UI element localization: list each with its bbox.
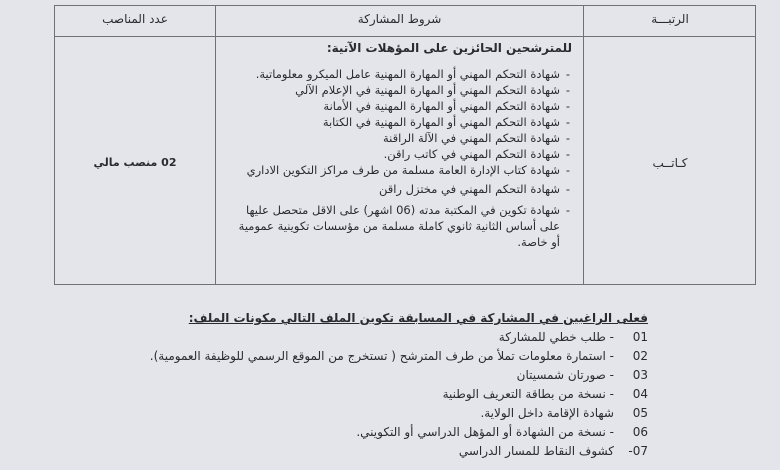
file-item-text: كشوف النقاط للمسار الدراسي (458, 444, 614, 458)
file-item-text: - نسخة من الشهادة أو المؤهل الدراسي أو التكويني. (356, 425, 614, 439)
condition-item: - شهادة التحكم المهني أو المهارة المهنية في الكتابة (216, 114, 576, 130)
posts-count: 02 منصب مالي (93, 156, 177, 169)
file-item-text: - طلب خطي للمشاركة (498, 330, 614, 344)
file-item (48, 385, 648, 404)
file-item (48, 366, 648, 385)
condition-item: - شهادة التحكم المهني في مختزل راقن (216, 181, 576, 197)
divider (583, 6, 584, 284)
header-conditions: شروط المشاركة (216, 6, 583, 37)
file-item (48, 347, 648, 366)
conditions-lead: للمترشحين الحائزين على المؤهلات الآتية: (326, 41, 572, 55)
condition-item: - شهادة التحكم المهني أو المهارة المهنية في الأمانة (216, 98, 576, 114)
file-item (48, 442, 648, 461)
header-rank: الرتبـــة (584, 6, 756, 37)
file-item (48, 404, 648, 423)
file-item-text: - استمارة معلومات تملأ من طرف المترشح ( تستخرج من الموقع الرسمي للوظيفة العمومية). (149, 349, 614, 363)
files-heading: فعلى الراغبين في المشاركة في المسابقة تكوين الملف التالي مكونات الملف: (188, 311, 648, 325)
condition-item: - شهادة التحكم المهني أو المهارة المهنية عامل الميكرو معلوماتية. (216, 66, 576, 82)
file-item-number: 07- (628, 444, 648, 458)
condition-item: - شهادة كتاب الإدارة العامة مسلمة من طرف مراكز التكوين الاداري (216, 162, 576, 178)
file-item-number: 05 (632, 406, 648, 420)
conditions-cell (216, 40, 576, 250)
file-item-number: 06 (632, 425, 648, 439)
file-item-number: 04 (632, 387, 648, 401)
file-item-number: 01 (632, 330, 648, 344)
file-item-text: - نسخة من بطاقة التعريف الوطنية (442, 387, 614, 401)
file-item-number: 03 (632, 368, 648, 382)
condition-item: - شهادة تكوين في المكتبة مدته (06 اشهر) على الاقل متحصل عليها (216, 202, 576, 218)
file-item-number: 02 (632, 349, 648, 363)
file-item (48, 423, 648, 442)
condition-item: - شهادة التحكم المهني أو المهارة المهنية في الإعلام الآلي (216, 82, 576, 98)
file-requirements (48, 309, 648, 461)
condition-item: - شهادة التحكم المهني في كاتب راقن. (216, 146, 576, 162)
header-posts: عدد المناصب (55, 6, 215, 37)
condition-continuation: أو خاصة. (517, 235, 560, 249)
rank-name: كـاتــب (652, 156, 688, 170)
condition-continuation: على أساس الثانية ثانوي كاملة مسلمة من مؤسسات تكوينية عمومية (238, 219, 560, 233)
positions-table (54, 5, 756, 285)
file-item-text: شهادة الإقامة داخل الولاية. (480, 406, 614, 420)
condition-item: - شهادة التحكم المهني في الآلة الراقنة (216, 130, 576, 146)
file-item-text: - صورتان شمسيتان (516, 368, 614, 382)
file-item (48, 328, 648, 347)
